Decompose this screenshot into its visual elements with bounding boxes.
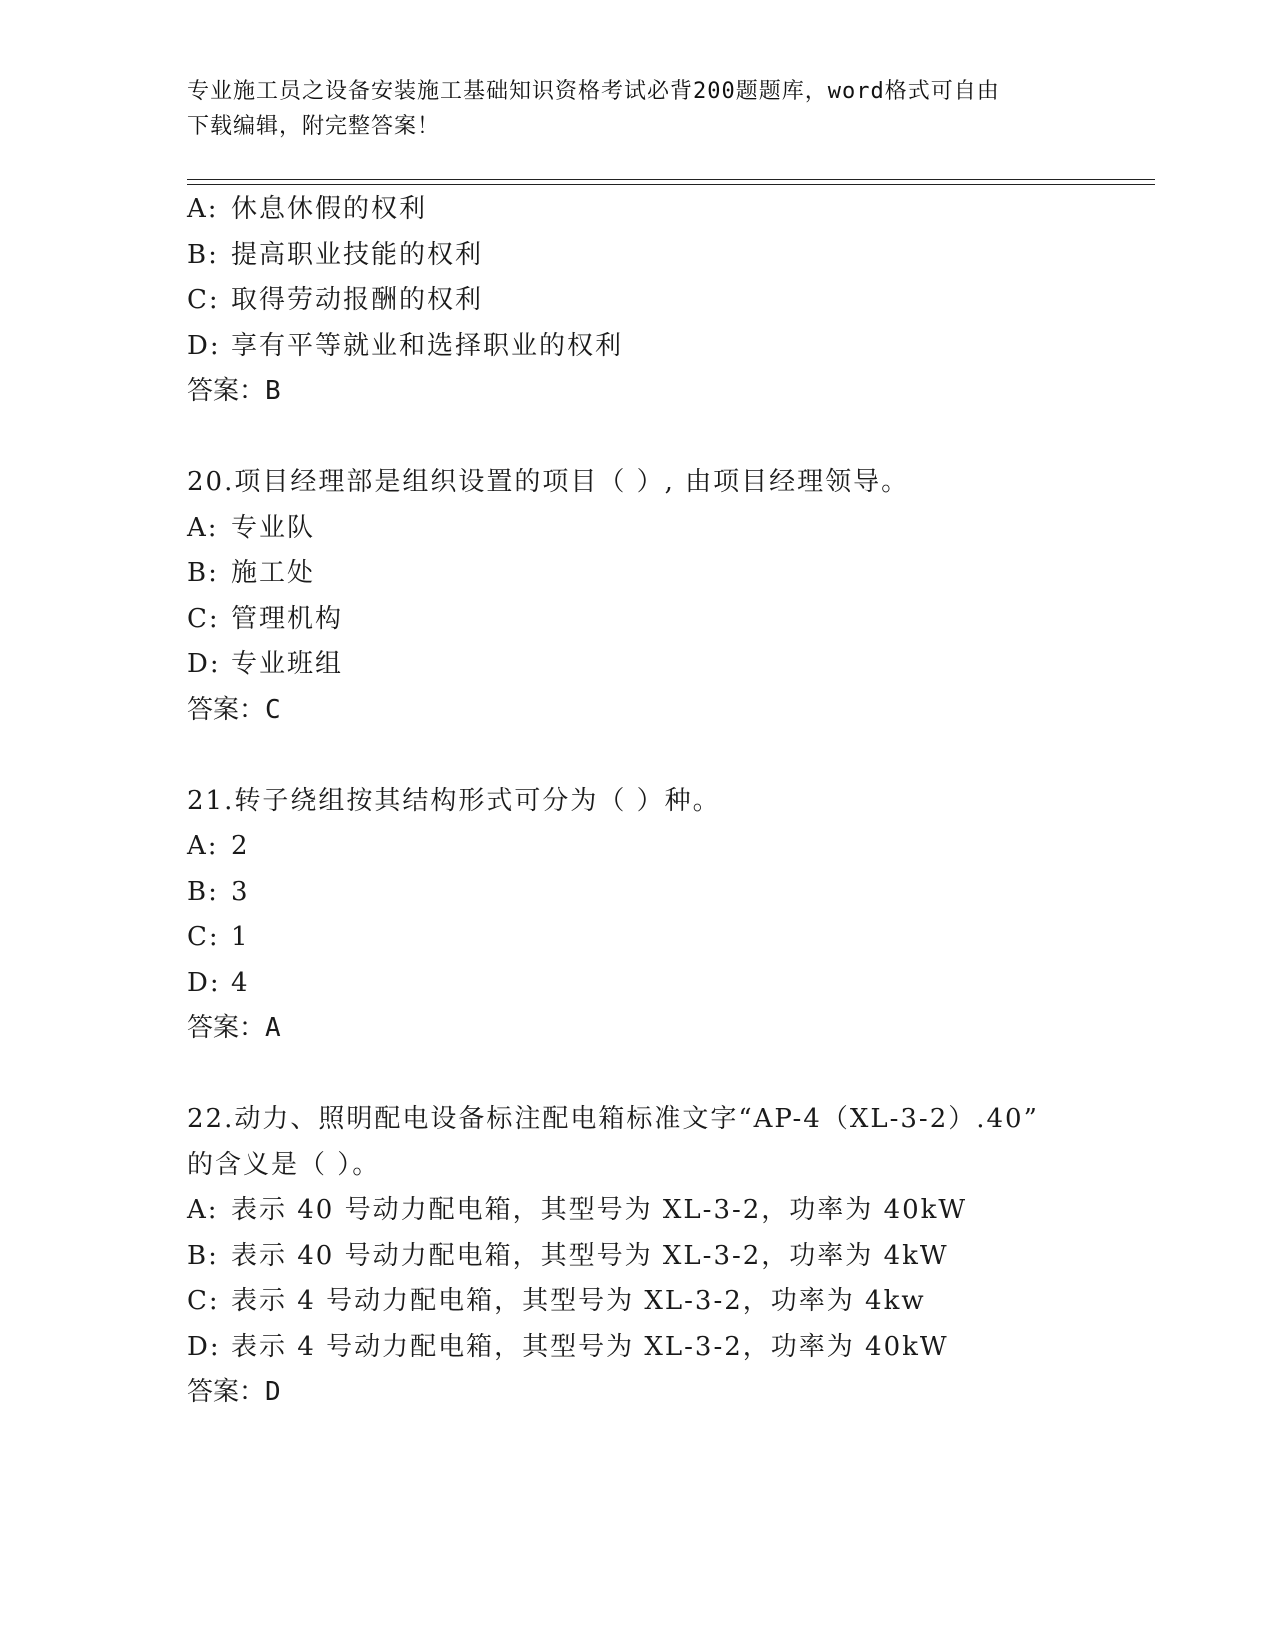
option-b: B: 表示 40 号动力配电箱，其型号为 XL-3-2，功率为 4kW xyxy=(187,1240,949,1271)
option-c: C: 表示 4 号动力配电箱，其型号为 XL-3-2，功率为 4kw xyxy=(187,1286,926,1316)
document-header xyxy=(187,74,1087,144)
header-divider-bottom xyxy=(187,184,1155,185)
option-b: B: 施工处 xyxy=(187,558,316,588)
header-line-2: 下载编辑，附完整答案！ xyxy=(187,114,441,139)
answer: 答案：A xyxy=(187,1013,281,1043)
option-d: D: 4 xyxy=(187,967,250,998)
option-d: D: 表示 4 号动力配电箱，其型号为 XL-3-2，功率为 40kW xyxy=(187,1331,949,1362)
option-d: D: 享有平等就业和选择职业的权利 xyxy=(187,330,624,361)
spacer xyxy=(187,415,1147,461)
option-c: C: 取得劳动报酬的权利 xyxy=(187,285,484,315)
option-c: C: 1 xyxy=(187,922,250,952)
answer: 答案：C xyxy=(187,694,281,725)
option-a: A: 2 xyxy=(187,831,250,861)
option-b: B: 提高职业技能的权利 xyxy=(187,239,484,270)
option-d: D: 专业班组 xyxy=(187,649,344,679)
question-stem-line-2: 的含义是（ ）。 xyxy=(187,1149,381,1180)
question-21 xyxy=(187,779,1147,1052)
question-stem-line-1: 22.动力、照明配电设备标注配电箱标准文字“AP-4（XL-3-2）.40” xyxy=(187,1104,1039,1134)
option-c: C: 管理机构 xyxy=(187,603,344,634)
question-stem: 21.转子绕组按其结构形式可分为（ ）种。 xyxy=(187,785,721,816)
option-b: B: 3 xyxy=(187,876,250,907)
answer: 答案：B xyxy=(187,376,281,406)
option-a: A: 表示 40 号动力配电箱，其型号为 XL-3-2，功率为 40kW xyxy=(187,1195,968,1225)
question-stem: 20.项目经理部是组织设置的项目（ ）, 由项目经理领导。 xyxy=(187,467,910,497)
header-divider-top xyxy=(187,179,1155,180)
answer: 答案：D xyxy=(187,1377,281,1407)
option-a: A: 休息休假的权利 xyxy=(187,194,428,224)
question-20 xyxy=(187,460,1147,733)
header-line-1: 专业施工员之设备安装施工基础知识资格考试必背200题题库，word格式可自由 xyxy=(187,79,1000,104)
option-a: A: 专业队 xyxy=(187,512,316,543)
spacer xyxy=(187,733,1147,779)
spacer xyxy=(187,1052,1147,1098)
question-22 xyxy=(187,1097,1147,1416)
question-list xyxy=(187,187,1147,1416)
question-19 xyxy=(187,187,1147,415)
